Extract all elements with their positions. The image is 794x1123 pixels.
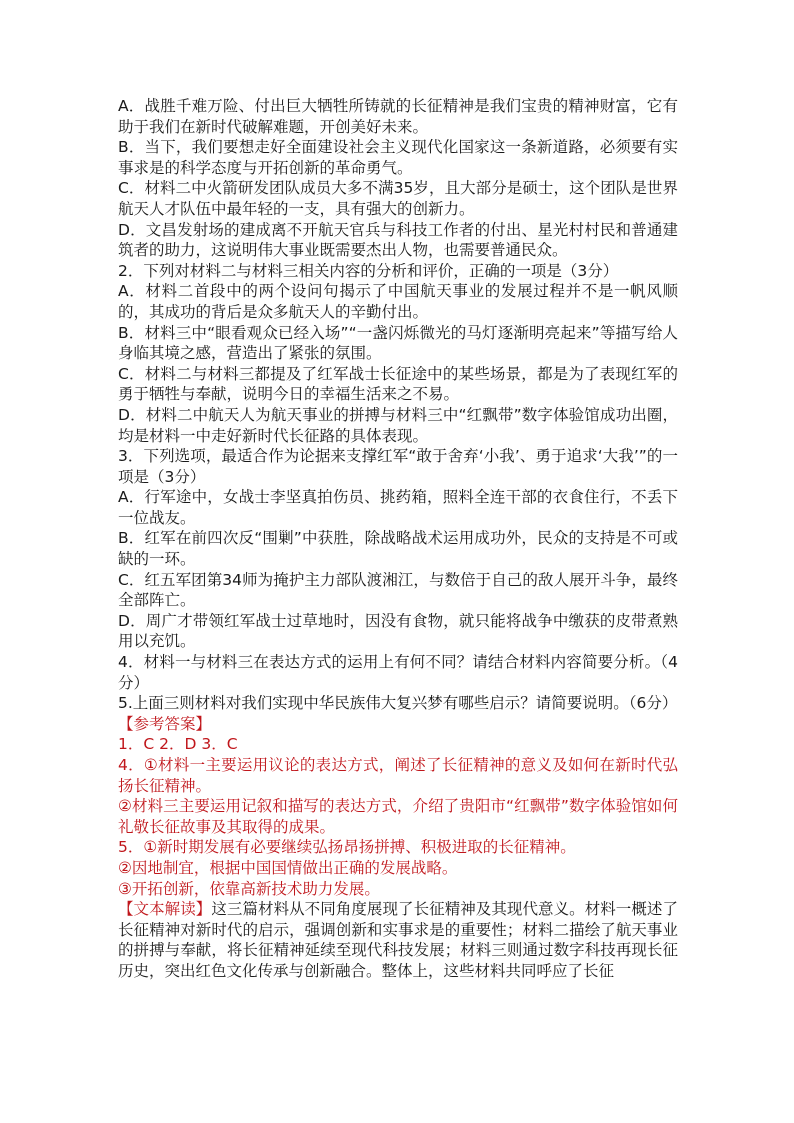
q2-option-d: D．材料二中航天人为航天事业的拼搏与材料三中“红飘带”数字体验馆成功出圈，均是材料一中走好新时代长征路的具体表现。 — [118, 405, 678, 445]
interpretation-text: 这三篇材料从不同角度展现了长征精神及其现代意义。材料一概述了长征精神对新时代的启示，强调创新和实事求是的重要性；材料二描绘了航天事业的拼搏与奉献，将长征精神延续至现代科技发展；材料三则通过数字科技再现长征历史，突出红色文化传承与创新融合。整体上，这些材料共同呼应了长征 — [118, 900, 678, 980]
q3-stem: 3．下列选项，最适合作为论据来支撑红军“敢于舍弃‘小我’、勇于追求‘大我’”的一项是（3分） — [118, 447, 678, 486]
answer-5-item-3: ③开拓创新，依靠高新技术助力发展。 — [118, 879, 380, 898]
q3-option-b: B．红军在前四次反“围剿”中获胜，除战略战术运用成功外，民众的支持是不可或缺的一环。 — [118, 529, 678, 569]
answer-4-item-1-text: ①材料一主要运用议论的表达方式，阐述了长征精神的意义及如何在新时代弘扬长征精神。 — [118, 756, 678, 795]
q2-option-a: A．材料二首段中的两个设问句揭示了中国航天事业的发展过程并不是一帆风顺的，其成功的背后是众多航天人的辛勤付出。 — [118, 282, 678, 321]
q2-option-c: C．材料二与材料三都提及了红军战士长征途中的某些场景，都是为了表现红军的勇于牺牲与奉献，说明今日的幸福生活来之不易。 — [118, 364, 678, 404]
answer-4-item-1 — [118, 755, 678, 796]
q1-option-d: D．文昌发射场的建成离不开航天官兵与科技工作者的付出、星光村村民和普通建筑者的助力，这说明伟大事业既需要杰出人物，也需要普通民众。 — [118, 220, 678, 260]
q1-option-c: C．材料二中火箭研发团队成员大多不满35岁，且大部分是硕士，这个团队是世界航天人才队伍中最年轻的一支，具有强大的创新力。 — [118, 179, 678, 218]
answer-5-item-1-text: ①新时期发展有必要继续弘扬昂扬拼搏、积极进取的长征精神。 — [143, 838, 576, 857]
answer-heading: 【参考答案】 — [118, 714, 212, 733]
q2-option-b: B．材料三中“眼看观众已经入场”“一盏闪烁微光的马灯逐渐明亮起来”等描写给人身临其境之感，营造出了紧张的氛围。 — [118, 323, 678, 363]
q3-option-d: D．周广才带领红军战士过草地时，因没有食物，就只能将战争中缴获的皮带煮熟用以充饥。 — [118, 611, 678, 651]
answer-4-prefix: 4． — [118, 756, 144, 774]
text-interpretation — [118, 899, 678, 981]
interpretation-label: 【文本解读】 — [118, 900, 212, 919]
q2-stem: 2．下列对材料二与材料三相关内容的分析和评价，正确的一项是（3分） — [118, 261, 619, 280]
answer-4-item-2: ②材料三主要运用记叙和描写的表达方式，介绍了贵阳市“红飘带”数字体验馆如何礼敬长征故事及其取得的成果。 — [118, 797, 678, 836]
answer-multiple-choice: 1．C 2．D 3．C — [118, 735, 238, 754]
q4-stem: 4．材料一与材料三在表达方式的运用上有何不同？请结合材料内容简要分析。（4分） — [118, 653, 678, 692]
document-body — [118, 96, 678, 982]
answer-5-item-2: ②因地制宜，根据中国国情做出正确的发展战略。 — [118, 858, 458, 877]
answer-5-item-1 — [118, 837, 678, 858]
answer-5-prefix: 5． — [118, 838, 144, 857]
q3-option-a: A．行军途中，女战士李坚真拍伤员、挑药箱，照料全连干部的衣食住行，不丢下一位战友。 — [118, 488, 678, 527]
q5-stem: 5.上面三则材料对我们实现中华民族伟大复兴梦有哪些启示？请简要说明。（6分） — [118, 694, 678, 713]
q1-option-b: B．当下，我们要想走好全面建设社会主义现代化国家这一条新道路，必须要有实事求是的科学态度与开拓创新的革命勇气。 — [118, 138, 678, 177]
q1-option-a: A．战胜千难万险、付出巨大牺牲所铸就的长征精神是我们宝贵的精神财富，它有助于我们在新时代破解难题，开创美好未来。 — [118, 97, 678, 136]
q3-option-c: C．红五军团第34师为掩护主力部队渡湘江，与数倍于自己的敌人展开斗争，最终全部阵亡。 — [118, 570, 678, 610]
